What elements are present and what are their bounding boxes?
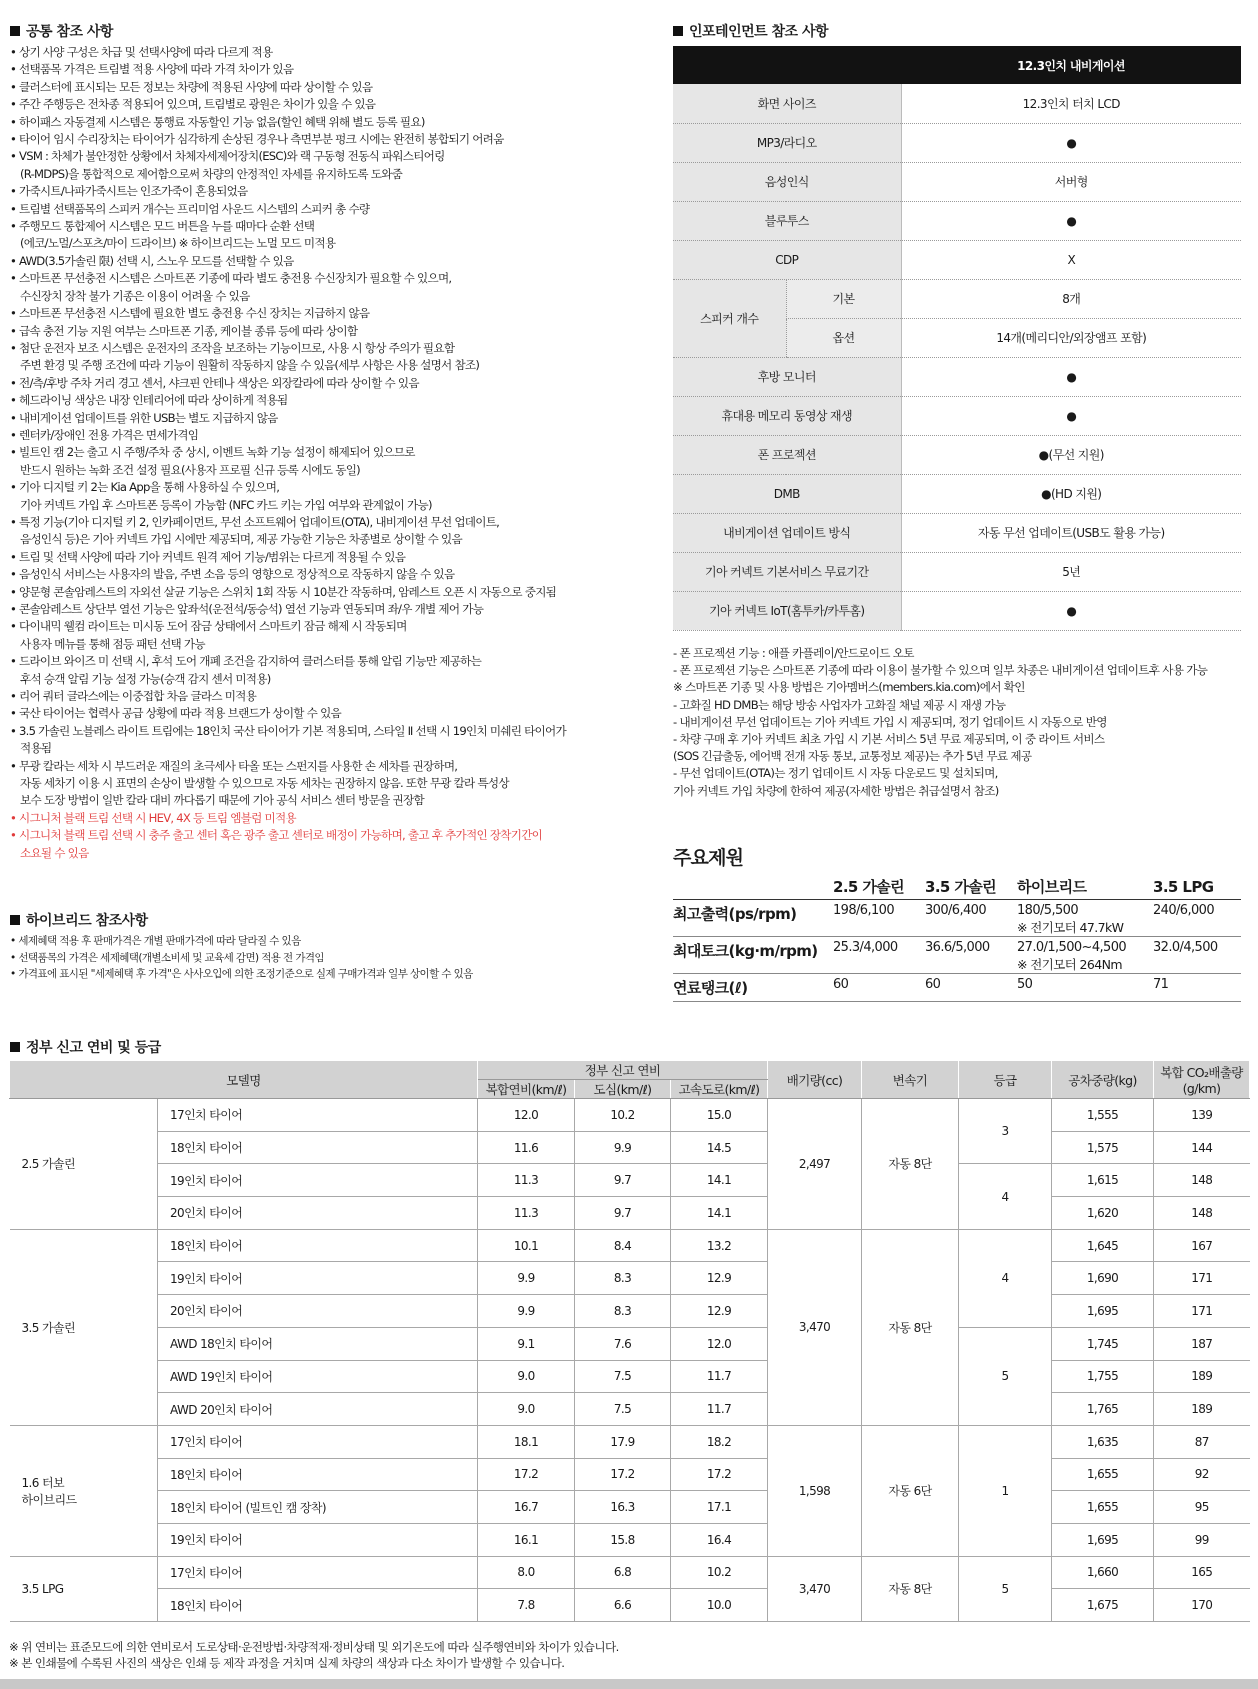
hybrid-notes-title: 하이브리드 참조사항 [10, 910, 148, 930]
fuel-weight-cell: 1,765 [1052, 1393, 1154, 1426]
fuel-city-cell: 6.6 [575, 1589, 671, 1622]
fuel-economy-table [9, 1060, 1250, 1622]
fuel-city-cell: 7.6 [575, 1327, 671, 1360]
fuel-weight-cell: 1,655 [1052, 1491, 1154, 1524]
square-bullet-icon [673, 26, 683, 36]
specs-column-header: 3.5 LPG [1153, 876, 1241, 900]
fuel-transmission-cell: 자동 6단 [862, 1425, 959, 1556]
fuel-header-co2-unit: (g/km) [1182, 1081, 1221, 1096]
fuel-co2-cell: 148 [1154, 1197, 1250, 1230]
fuel-transmission-cell: 자동 8단 [862, 1556, 959, 1621]
fuel-grade-cell: 1 [959, 1425, 1052, 1556]
common-notes-title: 공통 참조 사항 [10, 21, 113, 41]
fuel-tire-cell: AWD 20인치 타이어 [158, 1393, 478, 1426]
fuel-city-cell: 17.9 [575, 1425, 671, 1458]
fuel-header-city: 도심(km/ℓ) [575, 1080, 671, 1099]
common-note-item: • 주간 주행등은 전차종 적용되어 있으며, 트림별로 광원은 차이가 있을 수 있음 [10, 97, 376, 112]
infotainment-note-item: - 무선 업데이트(OTA)는 정기 업데이트 시 자동 다운로드 및 설치되며, 기아 커넥트 가입 차량에 한하여 제공(자세한 방법은 취급설명서 참조) [673, 766, 999, 798]
common-note-item: • 양문형 콘솔암레스트의 자외선 살균 기능은 스위치 1회 작동 시 10분간 작동하며, 암레스트 오픈 시 자동으로 중지됨 [10, 584, 557, 599]
fuel-co2-cell: 144 [1154, 1131, 1250, 1164]
common-note-item: • 빌트인 캠 2는 출고 시 주행/주차 중 상시, 이벤트 녹화 기능 설정이 해제되어 있으므로 반드시 원하는 녹화 조건 설정 필요(사용자 프로필 신규 등록 시에도 동일) [10, 445, 415, 477]
infotainment-row-value: ● [901, 357, 1241, 396]
infotainment-row [673, 591, 1241, 630]
infotainment-note-item: - 고화질 HD DMB는 해당 방송 사업자가 고화질 채널 제공 시 재생 가능 [673, 697, 1006, 712]
infotainment-row-label: 음성인식 [673, 162, 901, 201]
fuel-header-row-1 [10, 1061, 1250, 1080]
speaker-count-label: 스피커 개수 [673, 279, 786, 357]
infotainment-row [673, 240, 1241, 279]
infotainment-note-item: - 내비게이션 무선 업데이트는 기아 커넥트 가입 시 제공되며, 정기 업데이트 시 자동으로 반영 [673, 714, 1107, 729]
fuel-tire-cell: 17인치 타이어 [158, 1425, 478, 1458]
fuel-co2-cell: 92 [1154, 1458, 1250, 1491]
fuel-city-cell: 16.3 [575, 1491, 671, 1524]
specs-value: 27.0/1,500~4,500 [1017, 940, 1127, 955]
infotainment-note-item: - 차량 구매 후 기아 커넥트 최초 가입 시 기본 서비스 5년 무료 제공되며, 이 중 라이트 서비스 (SOS 긴급출동, 에어백 전개 자동 통보, 교통정보 제공)는 추가 5년 무료 제공 [673, 732, 1105, 764]
fuel-co2-cell: 99 [1154, 1523, 1250, 1556]
infotainment-row-value: 서버형 [901, 162, 1241, 201]
infotainment-row [673, 84, 1241, 123]
infotainment-notes-list [673, 645, 1253, 800]
common-note-item: • 스마트폰 무선충전 시스템은 스마트폰 기종에 따라 별도 충전용 수신장치가 필요할 수 있으며, 수신장치 장착 불가 기종은 이용이 어려울 수 있음 [10, 271, 452, 303]
fuel-header-weight: 공차중량(kg) [1052, 1061, 1154, 1099]
fuel-highway-cell: 17.2 [671, 1458, 768, 1491]
infotainment-table [673, 46, 1241, 631]
specs-value: 25.3/4,000 [833, 940, 898, 955]
infotainment-row-value: ●(무선 지원) [901, 435, 1241, 474]
fuel-weight-cell: 1,695 [1052, 1523, 1154, 1556]
fuel-tire-cell: 19인치 타이어 [158, 1164, 478, 1197]
fuel-footnotes [9, 1639, 619, 1671]
fuel-header-transmission: 변속기 [862, 1061, 959, 1099]
infotainment-row-label: 폰 프로젝션 [673, 435, 901, 474]
fuel-co2-cell: 165 [1154, 1556, 1250, 1589]
common-note-item: • 콘솔암레스트 상단부 열선 기능은 앞좌석(운전석/동승석) 열선 기능과 연동되며 좌/우 개별 제어 가능 [10, 602, 484, 616]
fuel-table-row [10, 1327, 1250, 1360]
specs-value-cell [1017, 974, 1153, 1002]
fuel-table-row [10, 1523, 1250, 1556]
infotainment-row-label: 내비게이션 업데이트 방식 [673, 513, 901, 552]
common-note-item: • 선택품목 가격은 트림별 적용 사양에 따라 가격 차이가 있음 [10, 62, 294, 77]
fuel-header-displacement: 배기량(cc) [768, 1061, 862, 1099]
fuel-table-row [10, 1099, 1250, 1132]
fuel-city-cell: 6.8 [575, 1556, 671, 1589]
common-note-item: • 전/측/후방 주차 거리 경고 센서, 샤크핀 안테나 색상은 외장칼라에 따라 상이할 수 있음 [10, 375, 419, 390]
infotainment-row [673, 162, 1241, 201]
fuel-title: 정부 신고 연비 및 등급 [10, 1037, 161, 1057]
specs-value: 180/5,500 [1017, 903, 1079, 918]
common-note-item: • 드라이브 와이즈 미 선택 시, 후석 도어 개폐 조건을 감지하여 클러스터를 통해 알림 기능만 제공하는 후석 승객 알림 기능 설정 가능(승객 감지 센서 미적용) [10, 654, 482, 686]
specs-value: 32.0/4,500 [1153, 940, 1218, 955]
specs-header-row [673, 876, 1241, 900]
fuel-header-combined: 복합연비(km/ℓ) [478, 1080, 575, 1099]
infotainment-row [673, 123, 1241, 162]
fuel-weight-cell: 1,635 [1052, 1425, 1154, 1458]
fuel-table-row [10, 1556, 1250, 1589]
specs-column-header: 2.5 가솔린 [833, 876, 925, 900]
specs-value: 36.6/5,000 [925, 940, 990, 955]
common-note-item: • 첨단 운전자 보조 시스템은 운전자의 조작을 보조하는 기능이므로, 사용 시 항상 주의가 필요함 주변 환경 및 주행 조건에 따라 기능이 원활히 작동하지 않을 수 있음(세부 사항은 사용 설명서 참조) [10, 340, 480, 373]
fuel-highway-cell: 18.2 [671, 1425, 768, 1458]
common-note-item: • 음성인식 서비스는 사용자의 발음, 주변 소음 등의 영향으로 정상적으로 작동하지 않을 수 있음 [10, 567, 455, 582]
fuel-highway-cell: 12.9 [671, 1262, 768, 1295]
common-note-item: • 스마트폰 무선충전 시스템에 필요한 별도 충전용 수신 장치는 지급하지 않음 [10, 306, 370, 321]
fuel-table-row [10, 1229, 1250, 1262]
fuel-combined-cell: 10.1 [478, 1229, 575, 1262]
specs-value-cell [833, 974, 925, 1002]
fuel-highway-cell: 11.7 [671, 1360, 768, 1393]
specs-value-cell [925, 900, 1017, 937]
fuel-combined-cell: 16.1 [478, 1523, 575, 1556]
fuel-tire-cell: AWD 18인치 타이어 [158, 1327, 478, 1360]
square-bullet-icon [10, 26, 20, 36]
fuel-weight-cell: 1,620 [1052, 1197, 1154, 1230]
fuel-highway-cell: 11.7 [671, 1393, 768, 1426]
fuel-city-cell: 15.8 [575, 1523, 671, 1556]
fuel-highway-cell: 12.9 [671, 1295, 768, 1328]
common-note-item: • 리어 쿼터 글라스에는 이중접합 차음 글라스 미적용 [10, 689, 257, 704]
fuel-co2-cell: 171 [1154, 1262, 1250, 1295]
fuel-footnote: ※ 본 인쇄물에 수록된 사진의 색상은 인쇄 등 제작 과정을 거치며 실제 차량의 색상과 다소 차이가 발생할 수 있습니다. [9, 1656, 565, 1670]
specs-value: 71 [1153, 977, 1169, 992]
fuel-co2-cell: 87 [1154, 1425, 1250, 1458]
fuel-transmission-cell: 자동 8단 [862, 1229, 959, 1425]
fuel-weight-cell: 1,645 [1052, 1229, 1154, 1262]
specs-row-label: 연료탱크(ℓ) [673, 974, 833, 1002]
infotainment-row [673, 435, 1241, 474]
fuel-table-row [10, 1360, 1250, 1393]
fuel-co2-cell: 171 [1154, 1295, 1250, 1328]
common-notes-list [10, 44, 610, 862]
infotainment-header-nav: 12.3인치 내비게이션 [901, 46, 1241, 84]
fuel-header-co2-label: 복합 CO₂배출량 [1160, 1065, 1243, 1080]
fuel-weight-cell: 1,575 [1052, 1131, 1154, 1164]
infotainment-row-label: 기아 커넥트 IoT(홈투카/카투홈) [673, 591, 901, 630]
fuel-combined-cell: 9.1 [478, 1327, 575, 1360]
fuel-weight-cell: 1,755 [1052, 1360, 1154, 1393]
fuel-table-row [10, 1262, 1250, 1295]
specs-value: 300/6,400 [925, 903, 987, 918]
fuel-displacement-cell: 2,497 [768, 1099, 862, 1230]
specs-value: 60 [925, 977, 941, 992]
fuel-combined-cell: 11.6 [478, 1131, 575, 1164]
infotainment-row-value: ●(HD 지원) [901, 474, 1241, 513]
common-note-item: • 다이내믹 웰컴 라이트는 미시동 도어 잠금 상태에서 스마트키 잠금 해제 시 작동되며 사용자 메뉴를 통해 점등 패턴 선택 가능 [10, 619, 407, 651]
fuel-highway-cell: 17.1 [671, 1491, 768, 1524]
specs-value: 240/6,000 [1153, 903, 1215, 918]
fuel-weight-cell: 1,615 [1052, 1164, 1154, 1197]
infotainment-row-value: ● [901, 201, 1241, 240]
fuel-city-cell: 7.5 [575, 1360, 671, 1393]
fuel-co2-cell: 189 [1154, 1360, 1250, 1393]
infotainment-note-item: - 폰 프로젝션 기능 : 애플 카플레이/안드로이드 오토 [673, 646, 914, 660]
specs-hybrid-sub: ※ 전기모터 47.7kW [1017, 920, 1124, 935]
specs-value-cell [925, 974, 1017, 1002]
hybrid-note-item: • 가격표에 표시된 "세제혜택 후 가격"은 사사오입에 의한 조정기준으로 실제 구매가격과 일부 상이할 수 있음 [10, 968, 473, 980]
infotainment-row-value: 12.3인치 터치 LCD [901, 84, 1241, 123]
fuel-highway-cell: 10.0 [671, 1589, 768, 1622]
fuel-table-row [10, 1491, 1250, 1524]
infotainment-row [673, 201, 1241, 240]
fuel-highway-cell: 16.4 [671, 1523, 768, 1556]
fuel-co2-cell: 167 [1154, 1229, 1250, 1262]
specs-value: 50 [1017, 977, 1033, 992]
fuel-weight-cell: 1,655 [1052, 1458, 1154, 1491]
specs-row-label: 최대토크(kg·m/rpm) [673, 937, 833, 974]
fuel-transmission-cell: 자동 8단 [862, 1099, 959, 1230]
fuel-combined-cell: 16.7 [478, 1491, 575, 1524]
speaker-basic-value: 8개 [901, 279, 1241, 318]
fuel-header-co2 [1154, 1061, 1250, 1099]
fuel-table-row [10, 1393, 1250, 1426]
fuel-city-cell: 9.7 [575, 1197, 671, 1230]
fuel-header-highway: 고속도로(km/ℓ) [671, 1080, 768, 1099]
fuel-highway-cell: 12.0 [671, 1327, 768, 1360]
common-note-item: • AWD(3.5가솔린 限) 선택 시, 스노우 모드를 선택할 수 있음 [10, 253, 294, 268]
fuel-displacement-cell: 1,598 [768, 1425, 862, 1556]
fuel-combined-cell: 18.1 [478, 1425, 575, 1458]
fuel-highway-cell: 14.1 [671, 1197, 768, 1230]
specs-value-cell [1153, 937, 1241, 974]
fuel-combined-cell: 7.8 [478, 1589, 575, 1622]
fuel-combined-cell: 9.9 [478, 1295, 575, 1328]
fuel-highway-cell: 10.2 [671, 1556, 768, 1589]
common-note-item: • 상기 사양 구성은 차급 및 선택사양에 따라 다르게 적용 [10, 45, 273, 59]
infotainment-row-value: ● [901, 396, 1241, 435]
hybrid-note-item: • 선택품목의 가격은 세제혜택(개별소비세 및 교육세 감면) 적용 전 가격임 [10, 951, 324, 964]
infotainment-row-label: 후방 모니터 [673, 357, 901, 396]
fuel-model-group: 3.5 가솔린 [10, 1229, 158, 1425]
infotainment-row-label: 블루투스 [673, 201, 901, 240]
fuel-tire-cell: 18인치 타이어 (빌트인 캠 장착) [158, 1491, 478, 1524]
fuel-tire-cell: 19인치 타이어 [158, 1262, 478, 1295]
infotainment-row-value: 자동 무선 업데이트(USB도 활용 가능) [901, 513, 1241, 552]
specs-value-cell [1153, 974, 1241, 1002]
fuel-weight-cell: 1,695 [1052, 1295, 1154, 1328]
specs-value-cell [1153, 900, 1241, 937]
hybrid-note-item: • 세제혜택 적용 후 판매가격은 개별 판매가격에 따라 달라질 수 있음 [10, 935, 301, 947]
fuel-header-grade: 등급 [959, 1061, 1052, 1099]
specs-table [673, 876, 1241, 1002]
common-note-item: • 주행모드 통합제어 시스템은 모드 버튼을 누를 때마다 순환 선택 (에코/노멀/스포츠/마이 드라이브) ※ 하이브리드는 노멀 모드 미적용 [10, 219, 336, 251]
fuel-table-row [10, 1295, 1250, 1328]
common-note-item: • 하이패스 자동결제 시스템은 통행료 자동할인 기능 없음(할인 혜택 위해 별도 등록 필요) [10, 114, 425, 129]
speaker-option-label: 옵션 [786, 318, 901, 357]
fuel-header-official: 정부 신고 연비 [478, 1061, 768, 1080]
fuel-highway-cell: 14.1 [671, 1164, 768, 1197]
fuel-tire-cell: 18인치 타이어 [158, 1229, 478, 1262]
common-note-item: • 시그니처 블랙 트림 선택 시 충주 출고 센터 혹은 광주 출고 센터로 배정이 가능하며, 출고 후 추가적인 장착기간이 소요될 수 있음 [10, 828, 543, 860]
common-note-item: • 국산 타이어는 협력사 공급 상황에 따라 적용 브랜드가 상이할 수 있음 [10, 706, 341, 721]
infotainment-row-label: 휴대용 메모리 동영상 재생 [673, 396, 901, 435]
fuel-highway-cell: 14.5 [671, 1131, 768, 1164]
fuel-table-row [10, 1589, 1250, 1622]
infotainment-row [673, 552, 1241, 591]
fuel-model-group: 2.5 가솔린 [10, 1099, 158, 1230]
fuel-co2-cell: 148 [1154, 1164, 1250, 1197]
specs-value: 198/6,100 [833, 903, 895, 918]
square-bullet-icon [10, 1042, 20, 1052]
fuel-grade-cell: 3 [959, 1099, 1052, 1164]
specs-value-cell [833, 900, 925, 937]
infotainment-title: 인포테인먼트 참조 사항 [673, 21, 828, 41]
fuel-combined-cell: 8.0 [478, 1556, 575, 1589]
infotainment-row-label: 화면 사이즈 [673, 84, 901, 123]
fuel-displacement-cell: 3,470 [768, 1556, 862, 1621]
fuel-tire-cell: 18인치 타이어 [158, 1589, 478, 1622]
specs-value-cell [1017, 900, 1153, 937]
common-note-item: • 트림별 선택품목의 스피커 개수는 프리미엄 사운드 시스템의 스피커 총 수량 [10, 201, 370, 216]
fuel-combined-cell: 9.9 [478, 1262, 575, 1295]
fuel-combined-cell: 12.0 [478, 1099, 575, 1132]
fuel-footnote: ※ 위 연비는 표준모드에 의한 연비로서 도로상태·운전방법·차량적재·정비상태 및 외기온도에 따라 실주행연비와 차이가 있습니다. [9, 1640, 619, 1654]
fuel-weight-cell: 1,555 [1052, 1099, 1154, 1132]
fuel-combined-cell: 9.0 [478, 1360, 575, 1393]
fuel-tire-cell: 17인치 타이어 [158, 1556, 478, 1589]
specs-row-label: 최고출력(ps/rpm) [673, 900, 833, 937]
fuel-model-group: 3.5 LPG [10, 1556, 158, 1621]
common-note-item: • 내비게이션 업데이트를 위한 USB는 별도 지급하지 않음 [10, 410, 278, 425]
common-note-item: • VSM : 차체가 불안정한 상황에서 차체자세제어장치(ESC)와 랙 구동형 전동식 파워스티어링 (R-MDPS)을 통합적으로 제어함으로써 차량의 안정적인 자세를 유지하도록 도와줌 [10, 149, 445, 181]
infotainment-row-value: X [901, 240, 1241, 279]
common-note-item: • 타이어 임시 수리장치는 타이어가 심각하게 손상된 경우나 측면부분 펑크 시에는 완전히 봉합되기 어려움 [10, 132, 504, 147]
infotainment-row-label: CDP [673, 240, 901, 279]
common-note-item: • 가죽시트/나파가죽시트는 인조가죽이 혼용되었음 [10, 184, 248, 199]
fuel-weight-cell: 1,660 [1052, 1556, 1154, 1589]
fuel-combined-cell: 11.3 [478, 1197, 575, 1230]
fuel-grade-cell: 5 [959, 1556, 1052, 1621]
fuel-highway-cell: 13.2 [671, 1229, 768, 1262]
fuel-tire-cell: 20인치 타이어 [158, 1295, 478, 1328]
fuel-table-row [10, 1131, 1250, 1164]
common-note-item: • 클러스터에 표시되는 모든 정보는 차량에 적용된 사양에 따라 상이할 수 있음 [10, 79, 373, 94]
infotainment-row [673, 396, 1241, 435]
fuel-header-model: 모델명 [10, 1061, 478, 1099]
infotainment-row-value: 5년 [901, 552, 1241, 591]
fuel-table-row [10, 1164, 1250, 1197]
fuel-tire-cell: 18인치 타이어 [158, 1131, 478, 1164]
infotainment-row-label: DMB [673, 474, 901, 513]
fuel-highway-cell: 15.0 [671, 1099, 768, 1132]
specs-row [673, 900, 1241, 937]
fuel-co2-cell: 139 [1154, 1099, 1250, 1132]
common-note-item: • 급속 충전 기능 지원 여부는 스마트폰 기종, 케이블 종류 등에 따라 상이함 [10, 323, 358, 338]
infotainment-row [673, 513, 1241, 552]
common-note-item: • 무광 칼라는 세차 시 부드러운 재질의 초극세사 타올 또는 스펀지를 사용한 손 세차를 권장하며, 자동 세차기 이용 시 표면의 손상이 발생할 수 있으므로 자동 세차는 권장하지 않음. 또한 무광 칼라 특성상 보수 도장 방법이 일반 칼라 대비 까다롭기 때문에 기아 공식 서비스 센터 방문을 권장함 [10, 758, 509, 808]
fuel-city-cell: 9.9 [575, 1131, 671, 1164]
infotainment-row-value: ● [901, 123, 1241, 162]
fuel-weight-cell: 1,690 [1052, 1262, 1154, 1295]
common-note-item: • 기아 디지털 키 2는 Kia App을 통해 사용하실 수 있으며, 기아 커넥트 가입 후 스마트폰 등록이 가능함 (NFC 카드 키는 가입 여부와 관계없이 가능) [10, 480, 432, 512]
speaker-option-value: 14개(메리디안/외장앰프 포함) [901, 318, 1241, 357]
infotainment-row [673, 357, 1241, 396]
speaker-basic-label: 기본 [786, 279, 901, 318]
fuel-grade-cell: 4 [959, 1229, 1052, 1327]
infotainment-note-item: - 폰 프로젝션 기능은 스마트폰 기종에 따라 이용이 불가할 수 있으며 일부 차종은 내비게이션 업데이트후 사용 가능 ※ 스마트폰 기종 및 사용 방법은 기아멤버스(members.kia.com)에서 확인 [673, 663, 1208, 695]
fuel-city-cell: 8.3 [575, 1262, 671, 1295]
specs-row [673, 937, 1241, 974]
infotainment-row [673, 474, 1241, 513]
fuel-tire-cell: 18인치 타이어 [158, 1458, 478, 1491]
fuel-model-group: 1.6 터보 하이브리드 [10, 1425, 158, 1556]
infotainment-row-label: MP3/라디오 [673, 123, 901, 162]
fuel-city-cell: 9.7 [575, 1164, 671, 1197]
fuel-table-row [10, 1458, 1250, 1491]
common-note-item: • 렌터카/장애인 전용 가격은 면세가격임 [10, 427, 199, 442]
fuel-tire-cell: 20인치 타이어 [158, 1197, 478, 1230]
specs-value-cell [1017, 937, 1153, 974]
fuel-city-cell: 17.2 [575, 1458, 671, 1491]
fuel-city-cell: 7.5 [575, 1393, 671, 1426]
fuel-combined-cell: 11.3 [478, 1164, 575, 1197]
infotainment-row-label: 기아 커넥트 기본서비스 무료기간 [673, 552, 901, 591]
fuel-tire-cell: 19인치 타이어 [158, 1523, 478, 1556]
specs-hybrid-sub: ※ 전기모터 264Nm [1017, 957, 1122, 972]
fuel-tire-cell: AWD 19인치 타이어 [158, 1360, 478, 1393]
fuel-grade-cell: 4 [959, 1164, 1052, 1229]
fuel-table-row [10, 1425, 1250, 1458]
fuel-tire-cell: 17인치 타이어 [158, 1099, 478, 1132]
fuel-co2-cell: 170 [1154, 1589, 1250, 1622]
square-bullet-icon [10, 915, 20, 925]
common-note-item: • 트림 및 선택 사양에 따라 기아 커넥트 원격 제어 기능/범위는 다르게 적용될 수 있음 [10, 549, 406, 564]
common-note-item: • 헤드라이닝 색상은 내장 인테리어에 따라 상이하게 적용됨 [10, 393, 288, 408]
specs-column-header: 3.5 가솔린 [925, 876, 1017, 900]
fuel-weight-cell: 1,675 [1052, 1589, 1154, 1622]
specs-value: 60 [833, 977, 849, 992]
specs-header-blank [673, 876, 833, 900]
hybrid-notes-list [10, 933, 610, 983]
fuel-city-cell: 8.3 [575, 1295, 671, 1328]
infotainment-header-blank [673, 46, 901, 84]
infotainment-row-value: ● [901, 591, 1241, 630]
fuel-weight-cell: 1,745 [1052, 1327, 1154, 1360]
specs-value-cell [925, 937, 1017, 974]
infotainment-header-row [673, 46, 1241, 84]
specs-column-header: 하이브리드 [1017, 876, 1153, 900]
fuel-city-cell: 8.4 [575, 1229, 671, 1262]
fuel-table-row [10, 1197, 1250, 1230]
fuel-grade-cell: 5 [959, 1327, 1052, 1425]
fuel-co2-cell: 189 [1154, 1393, 1250, 1426]
specs-value-cell [833, 937, 925, 974]
bottom-divider-bar [0, 1679, 1258, 1689]
fuel-co2-cell: 187 [1154, 1327, 1250, 1360]
common-note-item: • 3.5 가솔린 노블레스 라이트 트림에는 18인치 국산 타이어가 기본 적용되며, 스타일 Ⅱ 선택 시 19인치 미쉐린 타이어가 적용됨 [10, 723, 566, 756]
fuel-city-cell: 10.2 [575, 1099, 671, 1132]
specs-title: 주요제원 [673, 847, 744, 869]
fuel-combined-cell: 17.2 [478, 1458, 575, 1491]
fuel-combined-cell: 9.0 [478, 1393, 575, 1426]
infotainment-speaker-row [673, 279, 1241, 318]
fuel-co2-cell: 95 [1154, 1491, 1250, 1524]
fuel-displacement-cell: 3,470 [768, 1229, 862, 1425]
common-note-item: • 특정 기능(기아 디지털 키 2, 인카페이먼트, 무선 소프트웨어 업데이트(OTA), 내비게이션 무선 업데이트, 음성인식 등)은 기아 커넥트 가입 시에만 제공되며, 제공 가능한 기능은 차종별로 상이할 수 있음 [10, 514, 500, 547]
common-note-item: • 시그니처 블랙 트림 선택 시 HEV, 4X 등 트림 엠블럼 미적용 [10, 810, 296, 825]
specs-row [673, 974, 1241, 1002]
